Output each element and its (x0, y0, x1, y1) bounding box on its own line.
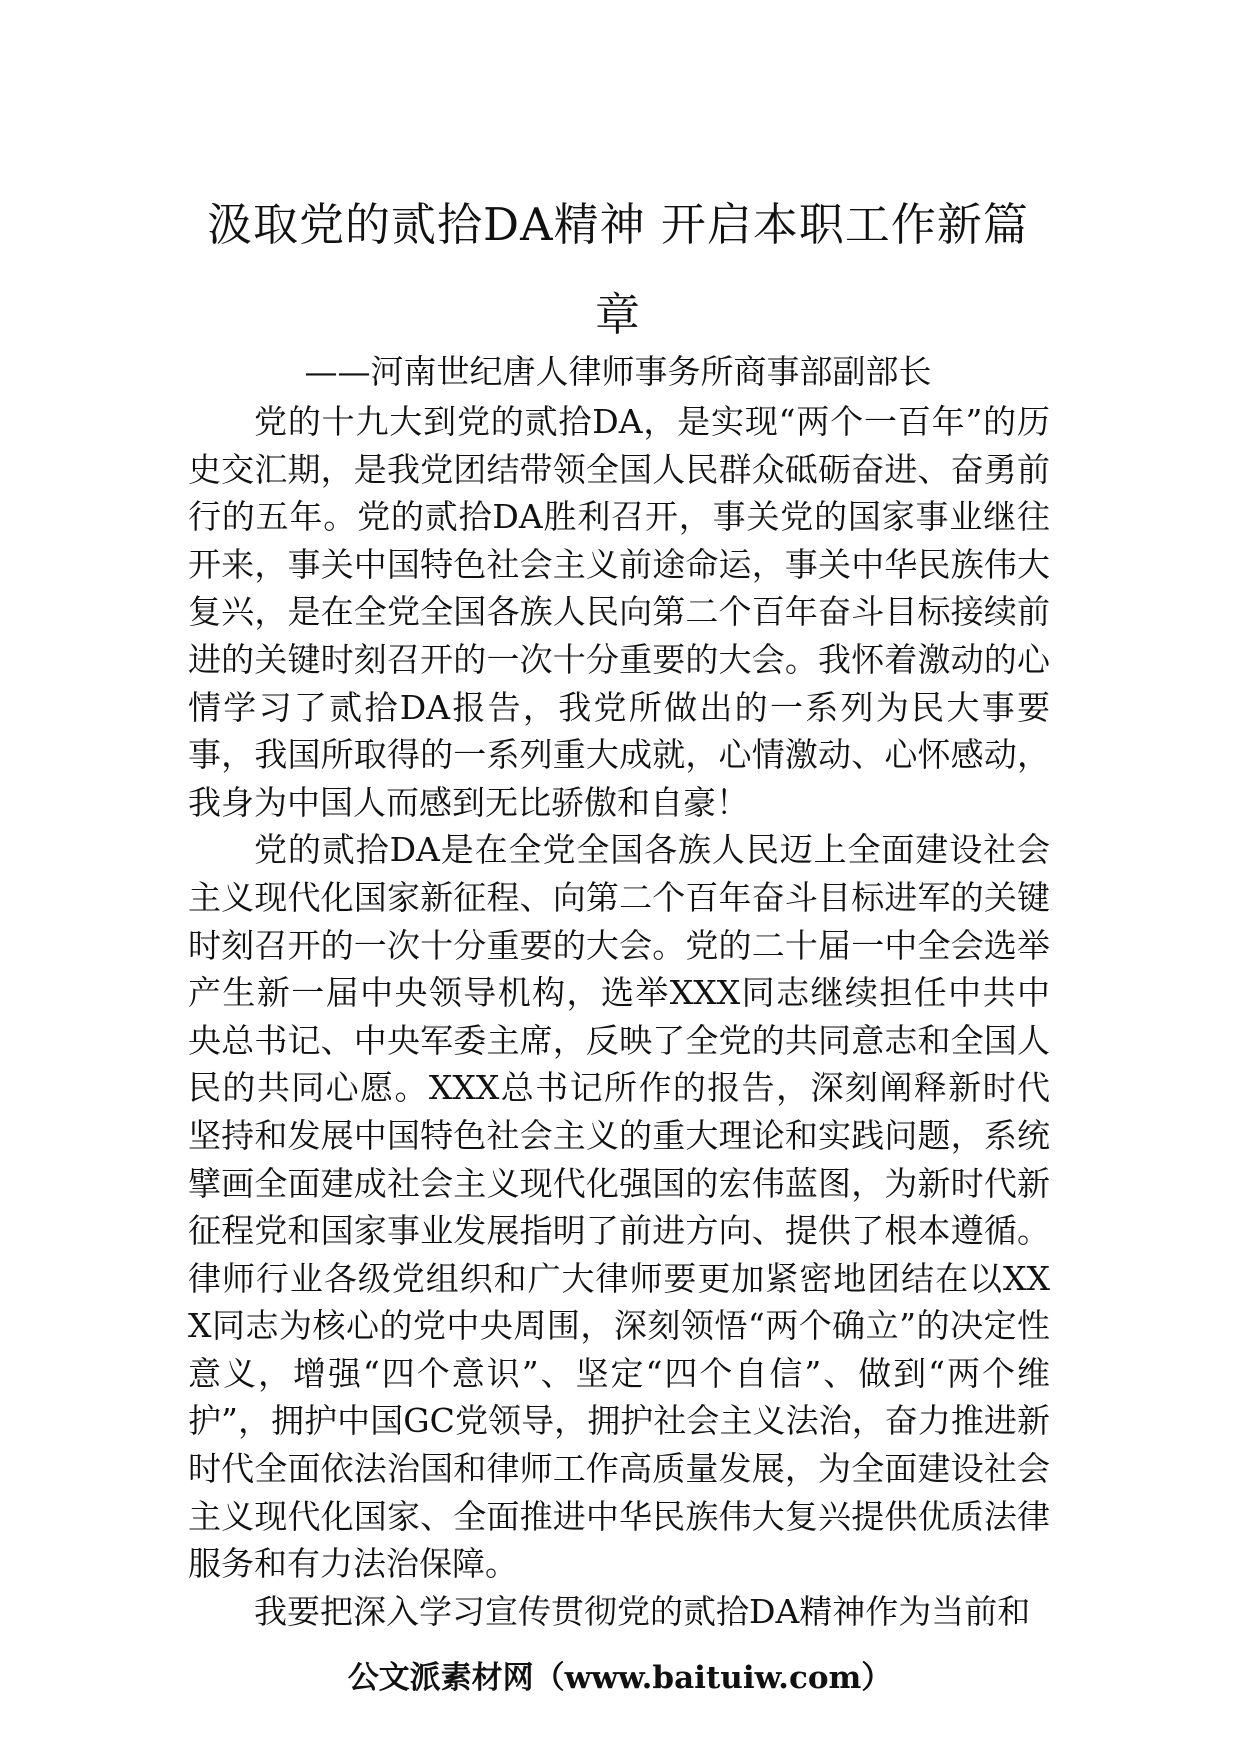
document-body (188, 398, 1050, 1635)
paragraph-1: 党的十九大到党的贰拾DA，是实现“两个一百年”的历史交汇期，是我党团结带领全国人民群众砥砺奋进、奋勇前行的五年。党的贰拾DA胜利召开，事关党的国家事业继往开来，事关中国特色社会主义前途命运，事关中华民族伟大复兴，是在全党全国各族人民向第二个百年奋斗目标接续前进的关键时刻召开的一次十分重要的大会。我怀着激动的心情学习了贰拾DA报告，我党所做出的一系列为民大事要事，我国所取得的一系列重大成就，心情激动、心怀感动，我身为中国人而感到无比骄傲和自豪！ (188, 402, 1050, 822)
source-footer: 公文派素材网（www.baituiw.com） (347, 1660, 893, 1696)
document-subtitle: ——河南世纪唐人律师事务所商事部副部长 (304, 352, 932, 391)
paragraph-3: 我要把深入学习宣传贯彻党的贰拾DA精神作为当前和 (254, 1591, 1031, 1631)
document-title: 汲取党的贰拾DA精神 开启本职工作新篇章 (207, 198, 1029, 341)
paragraph-2: 党的贰拾DA是在全党全国各族人民迈上全面建设社会主义现代化国家新征程、向第二个百年奋斗目标进军的关键时刻召开的一次十分重要的大会。党的二十届一中全会选举产生新一届中央领导机构，选举XXX同志继续担任中共中央总书记、中央军委主席，反映了全党的共同意志和全国人民的共同心愿。XXX总书记所作的报告，深刻阐释新时代坚持和发展中国特色社会主义的重大理论和实践问题，系统擘画全面建成社会主义现代化强国的宏伟蓝图，为新时代新征程党和国家事业发展指明了前进方向、提供了根本遵循。律师行业各级党组织和广大律师要更加紧密地团结在以XXX同志为核心的党中央周围，深刻领悟“两个确立”的决定性意义，增强“四个意识”、坚定“四个自信”、做到“两个维护”，拥护中国GC党领导，拥护社会主义法治，奋力推进新时代全面依法治国和律师工作高质量发展，为全面建设社会主义现代化国家、全面推进中华民族伟大复兴提供优质法律服务和有力法治保障。 (188, 830, 1050, 1584)
